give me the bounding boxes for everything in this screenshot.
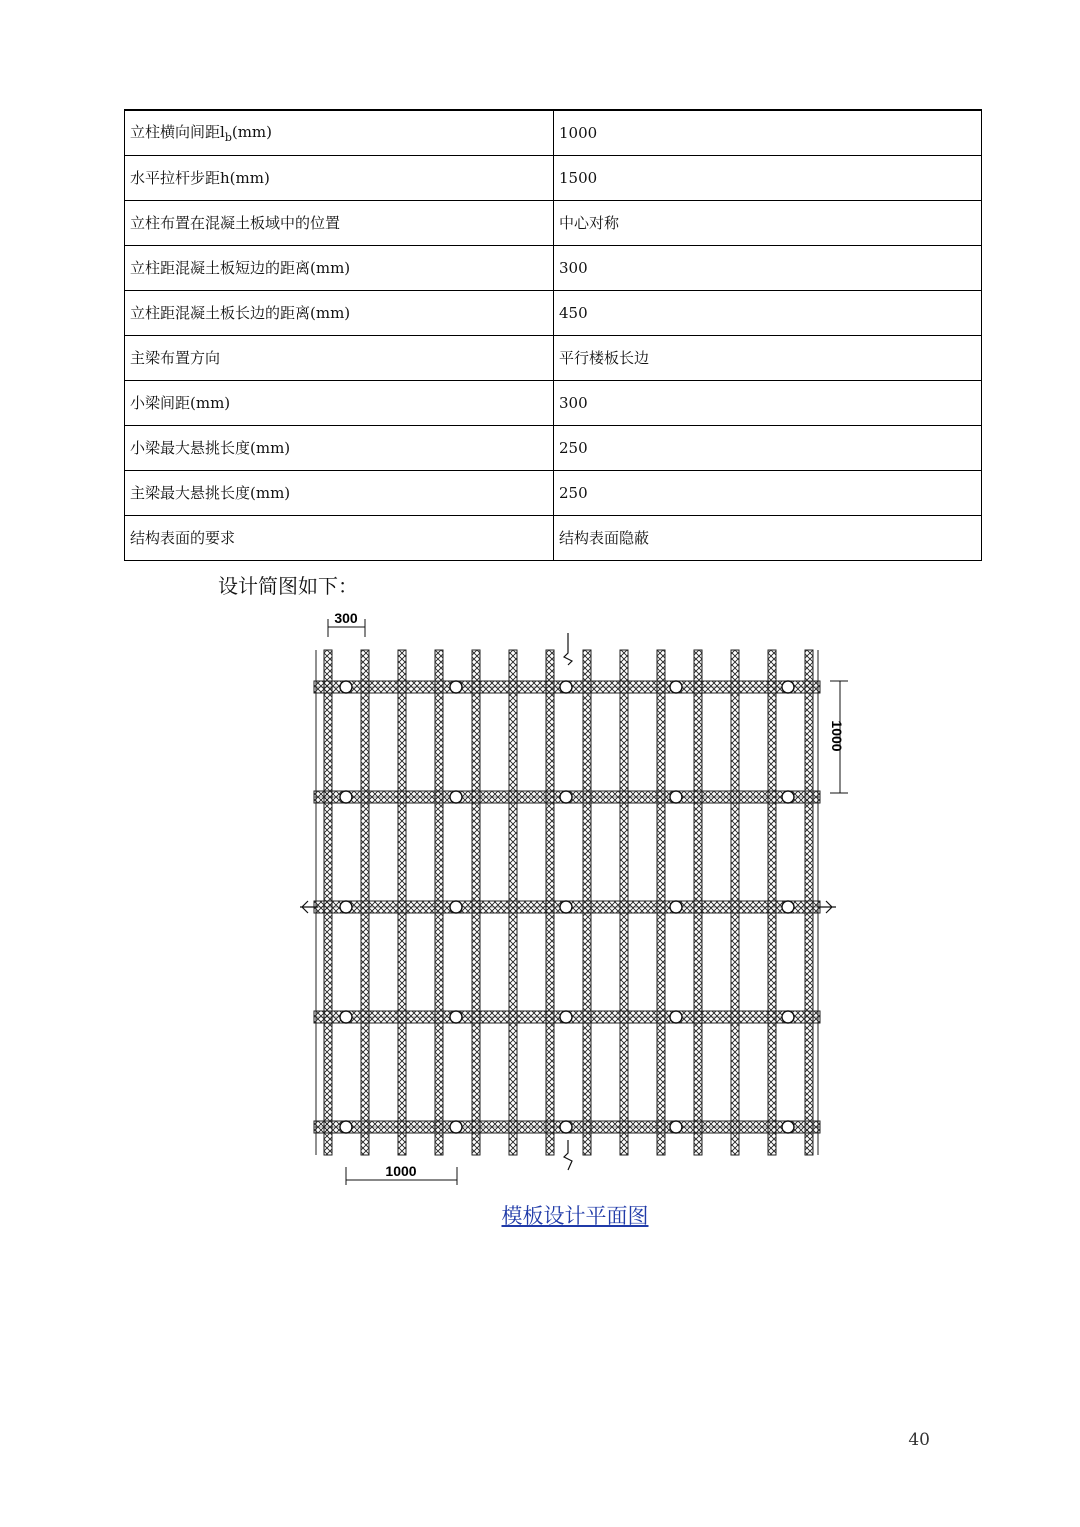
- table-row: [125, 515, 982, 560]
- table-row: [125, 200, 982, 245]
- pole-marker: [340, 1011, 352, 1023]
- table-row: [125, 155, 982, 200]
- table-row: [125, 425, 982, 470]
- pole-marker: [340, 901, 352, 913]
- pole-marker: [560, 1011, 572, 1023]
- row-value: 中心对称: [554, 200, 982, 245]
- row-value: 1500: [554, 155, 982, 200]
- pole-marker: [450, 1011, 462, 1023]
- pole-marker: [450, 1121, 462, 1133]
- pole-marker: [782, 901, 794, 913]
- row-value: 300: [554, 380, 982, 425]
- table-row: [125, 110, 982, 155]
- break-symbol: [564, 633, 572, 665]
- row-value: 结构表面隐蔽: [554, 515, 982, 560]
- pole-marker: [670, 681, 682, 693]
- row-value: 450: [554, 290, 982, 335]
- row-label: 水平拉杆步距h(mm): [125, 155, 554, 200]
- pole-marker: [782, 791, 794, 803]
- pole-marker: [450, 901, 462, 913]
- pole-marker: [670, 901, 682, 913]
- row-label: 主梁布置方向: [125, 335, 554, 380]
- pole-marker: [560, 791, 572, 803]
- beam-grid: [314, 650, 820, 1155]
- break-symbol: [564, 1140, 572, 1170]
- table-row: [125, 335, 982, 380]
- row-value: 1000: [554, 110, 982, 155]
- row-label: 立柱距混凝土板长边的距离(mm): [125, 290, 554, 335]
- row-label: 立柱布置在混凝土板域中的位置: [125, 200, 554, 245]
- row-label: 立柱距混凝土板短边的距离(mm): [125, 245, 554, 290]
- dim-right-label: 1000: [829, 720, 845, 752]
- intro-text: 设计简图如下：: [218, 574, 358, 598]
- table-row: [125, 245, 982, 290]
- table-row: [125, 470, 982, 515]
- row-value: 250: [554, 470, 982, 515]
- pole-marker: [450, 791, 462, 803]
- row-label: 立柱横向间距$l_b(mm)$: [125, 110, 554, 155]
- parameter-table: [124, 109, 982, 561]
- pole-marker: [670, 1011, 682, 1023]
- pole-marker: [560, 681, 572, 693]
- row-value: 300: [554, 245, 982, 290]
- row-label: 结构表面的要求: [125, 515, 554, 560]
- row-label: 主梁最大悬挑长度(mm): [125, 470, 554, 515]
- pole-marker: [782, 1011, 794, 1023]
- row-value: 250: [554, 425, 982, 470]
- pole-marker: [450, 681, 462, 693]
- pole-marker: [560, 901, 572, 913]
- formwork-plan-drawing: [300, 605, 860, 1185]
- pole-marker: [670, 791, 682, 803]
- row-value: 平行楼板长边: [554, 335, 982, 380]
- pole-marker: [340, 681, 352, 693]
- pole-marker: [340, 1121, 352, 1133]
- pole-marker: [560, 1121, 572, 1133]
- pole-marker: [782, 1121, 794, 1133]
- dim-bottom-label: 1000: [385, 1163, 417, 1179]
- row-label: 小梁间距(mm): [125, 380, 554, 425]
- table-row: [125, 290, 982, 335]
- table-row: [125, 380, 982, 425]
- page-number: 40: [908, 1430, 930, 1450]
- pole-marker: [340, 791, 352, 803]
- pole-marker: [782, 681, 794, 693]
- break-symbol: [818, 901, 836, 913]
- pole-marker: [670, 1121, 682, 1133]
- figure-caption[interactable]: 模板设计平面图: [501, 1204, 649, 1228]
- row-label: 小梁最大悬挑长度(mm): [125, 425, 554, 470]
- dim-top-label: 300: [334, 610, 358, 626]
